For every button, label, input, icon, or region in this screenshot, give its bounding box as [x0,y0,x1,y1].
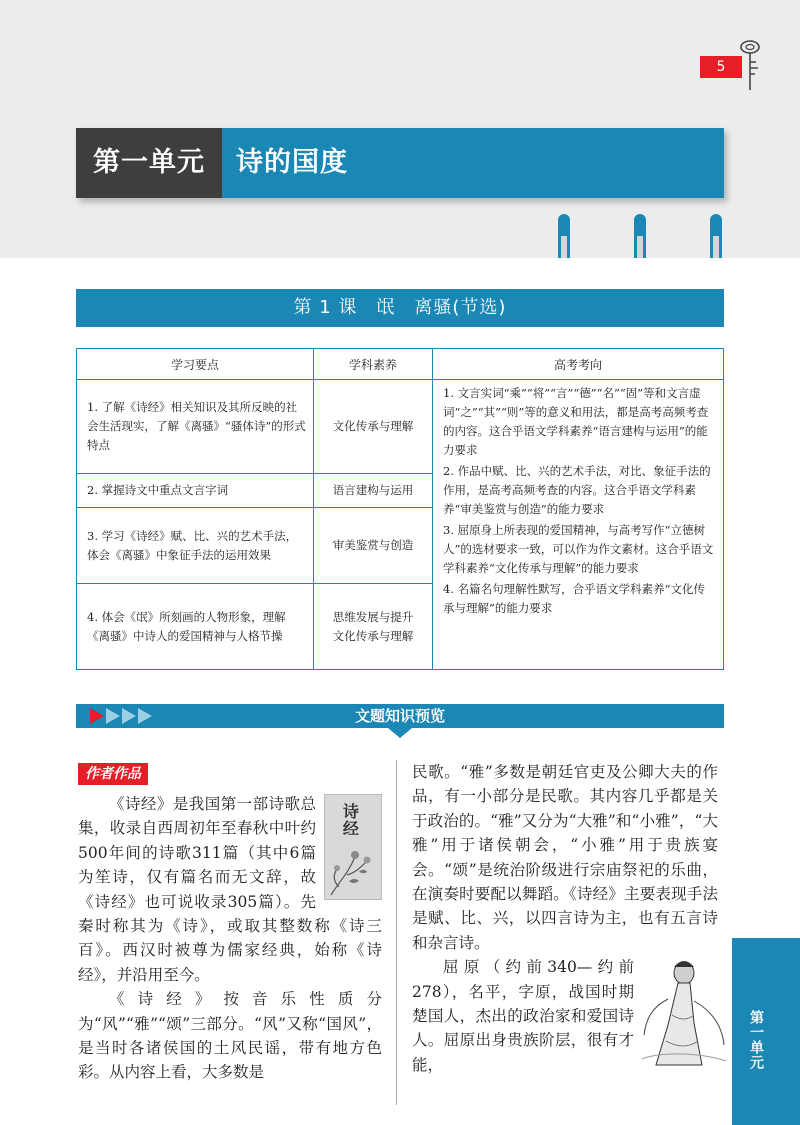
exam-tips-cell [433,380,724,670]
page-number: 5 [700,56,742,78]
right-column [412,760,718,1077]
table-header-row [77,349,724,380]
unit-title: 诗的国度 [222,128,724,198]
paragraph: 民歌。“雅”多数是朝廷官吏及公卿大夫的作品，有一小部分是民歌。其内容几乎都是关于政治的。“雅”又分为“大雅”和“小雅”，“大雅”用于诸侯朝会，“小雅”用于贵族宴会。“颂”是统治阶级进行宗庙祭祀的乐曲，在演奏时要配以舞蹈。《诗经》主要表现手法是赋、比、兴，以四言诗为主，也有五言诗和杂言诗。 [412,763,718,952]
section-title: 文题知识预览 [354,707,445,725]
paragraph: 《诗经》按音乐性质分为“风”“雅”“颂”三部分。“风”又称“国风”，是当时各诸侯国的土风民谣，带有地方色彩。从内容上看，大多数是 [78,990,382,1082]
unit-label: 第一单元 [76,128,222,198]
learning-point: 4. 体会《氓》所刻画的人物形象，理解《离骚》中诗人的爱国精神与人格节操 [77,584,314,670]
literacy-cell: 审美鉴赏与创造 [314,508,433,584]
author-works-label: 作者作品 [78,763,148,785]
column-divider [396,760,397,1105]
flower-icon [325,835,381,899]
binder-tab-icon [634,214,646,258]
table-header: 高考考向 [433,349,724,380]
section-banner [76,704,724,728]
binder-tab-icon [710,214,722,258]
qu-yuan-portrait-image [642,955,726,1067]
paragraph: 屈原（约前340—约前278），名平，字原，战国时期楚国人，杰出的政治家和爱国诗人。屈原出身贵族阶层，很有才能， [412,958,634,1074]
learning-point: 2. 掌握诗文中重点文言字词 [77,474,314,508]
section-pointer [388,728,412,738]
table-row [77,380,724,474]
literacy-cell: 语言建构与运用 [314,474,433,508]
unit-banner [76,128,724,198]
book-cover-image [324,794,382,900]
table-header: 学习要点 [77,349,314,380]
binder-tab-icon [558,214,570,258]
paragraph: 《诗经》是我国第一部诗歌总集，收录自西周初年至春秋中叶约500年间的诗歌311篇（其中6篇为笙诗，仅有篇名而无文辞，故《诗经》也可说收录305篇）。先秦时称其为《诗》，或取其整数称《诗三百》。西汉时被尊为儒家经典，始称《诗经》，并沿用至今。 [78,795,382,984]
learning-point: 1. 了解《诗经》相关知识及其所反映的社会生活现实，了解《离骚》“骚体诗”的形式特点 [77,380,314,474]
literacy-cell: 文化传承与理解 [314,380,433,474]
left-column [78,792,382,1085]
table-header: 学科素养 [314,349,433,380]
objectives-table [76,348,724,670]
book-cover-title: 诗经 [340,803,360,837]
learning-point: 3. 学习《诗经》赋、比、兴的艺术手法，体会《离骚》中象征手法的运用效果 [77,508,314,584]
exam-tip: 2. 作品中赋、比、兴的艺术手法，对比、象征手法的作用，是高考高频考查的内容。这合乎语文学科素养“审美鉴赏与创造”的能力要求 [443,464,711,516]
side-tab-label: 第一单元 [748,1010,764,1070]
exam-tip: 4. 名篇名句理解性默写，合乎语文学科素养“文化传承与理解”的能力要求 [443,582,706,615]
literacy-cell: 思维发展与提升 文化传承与理解 [314,584,433,670]
exam-tip: 1. 文言实词“乘”“将”“言”“德”“名”“固”等和文言虚词“之”“其”“则”等的意义和用法，都是高考高频考查的内容。这合乎语文学科素养“语言建构与运用”的能力要求 [443,386,709,457]
clip-icon [738,38,766,94]
lesson-title: 第 1 课 氓 离骚(节选) [76,289,724,327]
exam-tip: 3. 屈原身上所表现的爱国精神，与高考写作“立德树人”的选材要求一致，可以作为作文素材。这合乎语文学科素养“文化传承与理解”的能力要求 [443,523,714,575]
